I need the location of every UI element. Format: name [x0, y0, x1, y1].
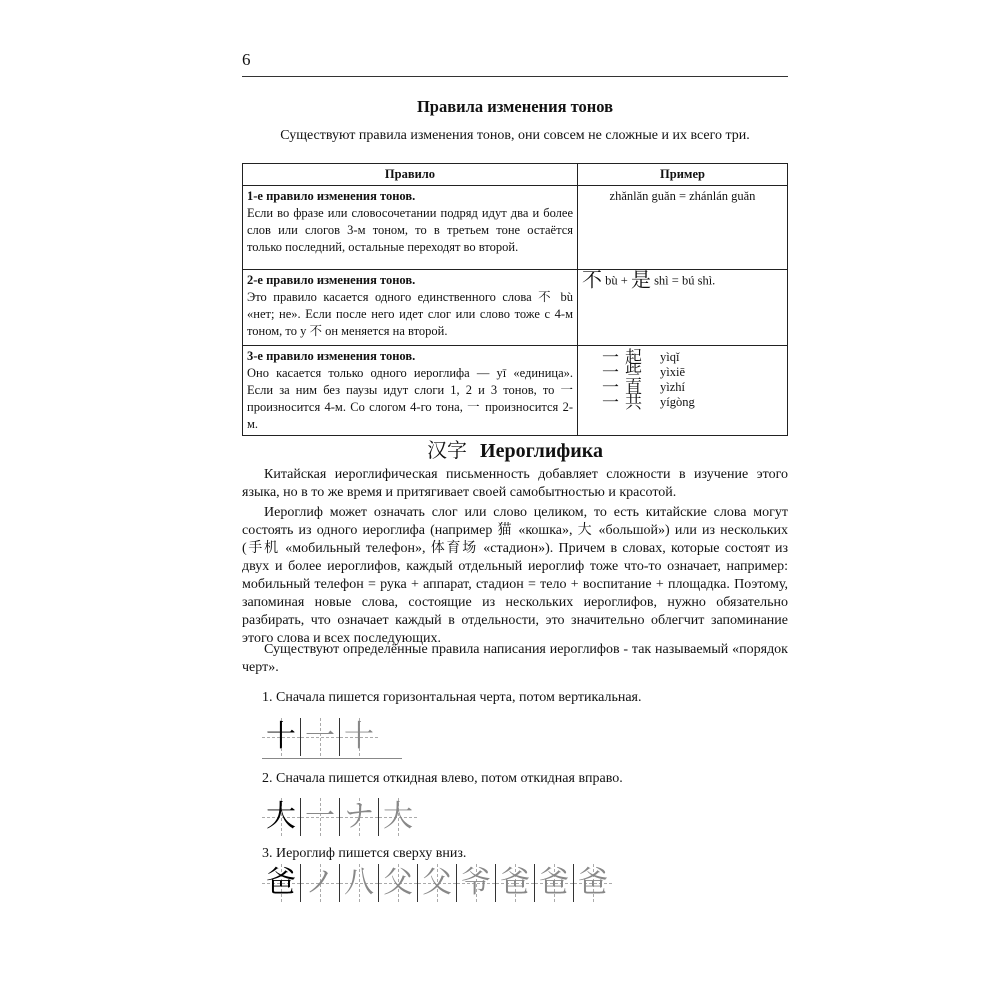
stroke-cell-model: 十: [262, 718, 301, 756]
paragraph: Иероглиф может означать слог или слово целиком, то есть китайские слова могут состоять из одного иероглифа (например 猫 «кошка», 大 «большой») или из нескольких (手机 «мобильный телефон», 体育场 «стадион»). Причем в словах, которые состоят из двух и более иероглифов, каждый отдельный иероглиф тоже что-то означает, например: мобильный телефон = рука + аппарат, стадион = тело + воспитание + площадка. Поэтому, запоминая новые слова, состоящие из нескольких иероглифов, нужно обязательно разбирать, что означает каждый в отдельности, это значительно облегчит запоминание этого слова и всех последующих.: [242, 505, 788, 646]
table-row: [243, 346, 788, 436]
example-hanzi: 一些: [602, 363, 648, 382]
example-pinyin: shì = bú shì.: [654, 273, 716, 288]
col-rule-header: Правило: [243, 164, 578, 186]
example-pinyin: yìqǐ: [660, 350, 680, 364]
rule-title: 3-е правило изменения тонов.: [247, 349, 416, 363]
stroke-order-row: [262, 798, 417, 836]
paragraph: Китайская иероглифическая письменность добавляет сложности в изучение этого языка, но в то же время и притягивает своей самобытностью и красотой.: [242, 467, 788, 500]
stroke-cell: 一: [301, 718, 340, 756]
stroke-cell: ナ: [340, 798, 379, 836]
stroke-rule-label: 2. Сначала пишется откидная влево, потом откидная вправо.: [262, 771, 623, 786]
example-hanzi: 一共: [602, 393, 648, 412]
table-row: [243, 186, 788, 270]
rule-text: Это правило касается одного единственного слова 不 bù «нет; не». Если после него идет слог или слово тоже с 4-м тоном, то у 不 он меняется на второй.: [247, 290, 573, 338]
rule-title: 2-е правило изменения тонов.: [247, 273, 416, 287]
stroke-cell: 父: [418, 864, 457, 902]
hieroglyphics-title: [242, 434, 788, 463]
stroke-rule-label: 3. Иероглиф пишется сверху вниз.: [262, 846, 467, 861]
tones-intro: Существуют правила изменения тонов, они совсем не сложные и их всего три.: [280, 128, 750, 143]
stroke-cell: ノ: [301, 864, 340, 902]
stroke-cell: 一: [301, 798, 340, 836]
title-hanzi: 汉字: [427, 440, 468, 462]
stroke-cell: 爷: [457, 864, 496, 902]
example-hanzi: 是: [630, 269, 651, 292]
rule-cell: [243, 186, 578, 270]
col-example-header: Пример: [578, 164, 788, 186]
example-text: zhǎnlǎn guǎn = zhánlán guǎn: [609, 189, 756, 203]
stroke-order-row: [262, 864, 612, 902]
example-pinyin: yìzhí: [660, 380, 685, 394]
example-row: [582, 395, 783, 410]
stroke-cell: 爸: [496, 864, 535, 902]
stroke-cell: 爸: [535, 864, 574, 902]
example-pinyin: yìxiē: [660, 365, 685, 379]
example-cell: [578, 346, 788, 436]
example-hanzi: 一直: [602, 378, 648, 397]
example-hanzi: 一起: [602, 348, 648, 367]
stroke-cell: 爸: [574, 864, 612, 902]
example-pinyin: bù +: [605, 273, 628, 288]
stroke-cell: 父: [379, 864, 418, 902]
stroke-cell-model: 大: [262, 798, 301, 836]
title-russian: Иероглифика: [480, 440, 603, 462]
example-pinyin: yígòng: [660, 395, 695, 409]
rule-cell: [243, 346, 578, 436]
stroke-cell: 大: [379, 798, 417, 836]
table-header-row: [243, 164, 788, 186]
example-cell: [578, 186, 788, 270]
table-row: [243, 270, 788, 346]
rule-text: Если во фразе или словосочетании подряд идут два и более слов или слогов 3-м тоном, то в третьем тоне остаётся только последний, остальные переходят во второй.: [247, 206, 573, 254]
rule-cell: [243, 270, 578, 346]
stroke-baseline: [262, 758, 402, 759]
rule-text: Оно касается только одного иероглифа — yī «единица». Если за ним без паузы идут слоги 1, 2 и 3 тонов, то 一 произносится 4-м. Со слогом 4-го тона, 一 произносится 2-м.: [247, 366, 573, 431]
example-cell: [578, 270, 788, 346]
example-hanzi: 不: [582, 269, 602, 292]
stroke-rule-label: 1. Сначала пишется горизонтальная черта, потом вертикальная.: [262, 690, 642, 705]
stroke-cell: 十: [340, 718, 378, 756]
rule-title: 1-е правило изменения тонов.: [247, 189, 416, 203]
stroke-cell: 八: [340, 864, 379, 902]
stroke-cell-model: 爸: [262, 864, 301, 902]
paragraph: Существуют определённые правила написания иероглифов - так называемый «порядок черт».: [242, 642, 788, 675]
stroke-order-row: [262, 718, 378, 756]
tone-rules-table: [242, 163, 788, 436]
header-rule: [242, 76, 788, 77]
page-number: 6: [242, 50, 251, 69]
tones-title: Правила изменения тонов: [416, 97, 614, 116]
